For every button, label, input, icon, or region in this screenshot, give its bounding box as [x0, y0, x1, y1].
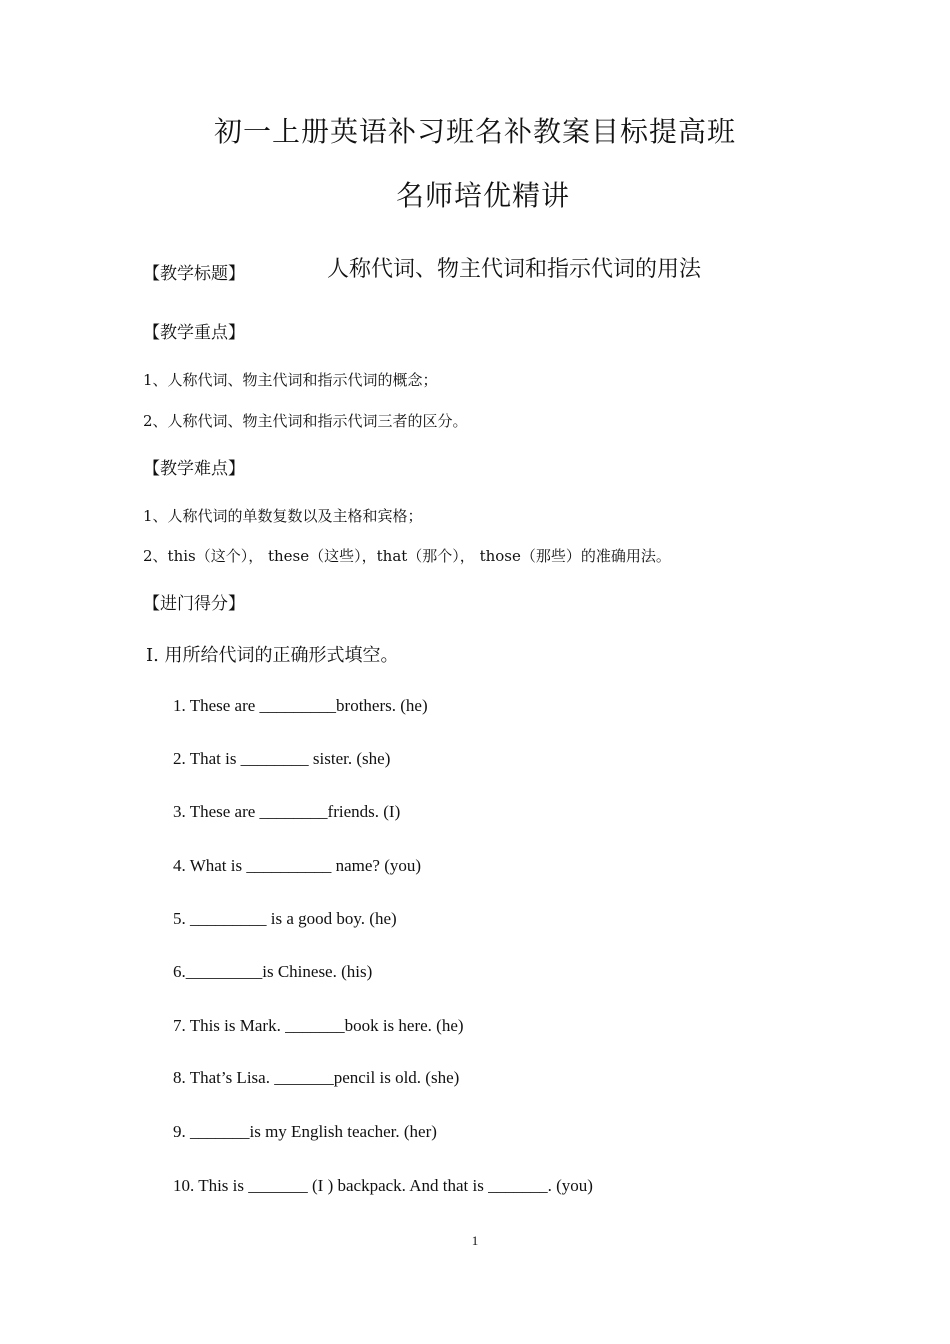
difficulties-heading: 【教学难点】 — [143, 459, 245, 479]
topic-value: 人称代词、物主代词和指示代词的用法 — [327, 257, 702, 282]
document-subtitle: 名师培优精讲 — [395, 179, 570, 212]
difficulty-item: 1、人称代词的单数复数以及主格和宾格； — [143, 507, 423, 525]
key-point-item: 1、人称代词、物主代词和指示代词的概念； — [143, 371, 438, 389]
exercise-question: 10. This is _______ (I ) backpack. And that is _______. (you) — [173, 1176, 593, 1195]
key-points-heading: 【教学重点】 — [143, 323, 245, 343]
exercise-question: 7. This is Mark. _______book is here. (he) — [173, 1016, 464, 1035]
entry-score-heading: 【进门得分】 — [143, 594, 245, 614]
exercise-question: 8. That’s Lisa. _______pencil is old. (she) — [173, 1068, 460, 1087]
exercise-question: 6._________is Chinese. (his) — [173, 962, 373, 981]
key-point-item: 2、人称代词、物主代词和指示代词三者的区分。 — [143, 412, 468, 430]
exercise-question: 9. _______is my English teacher. (her) — [173, 1122, 437, 1141]
exercise-question: 3. These are ________friends. (I) — [173, 802, 401, 821]
document-title: 初一上册英语补习班名补教案目标提高班 — [213, 115, 736, 148]
exercise-question: 1. These are _________brothers. (he) — [173, 696, 428, 715]
page-number: 1 — [471, 1233, 479, 1248]
topic-label: 【教学标题】 — [143, 264, 245, 284]
exercise-question: 5. _________ is a good boy. (he) — [173, 909, 397, 928]
exercise-heading: Ⅰ. 用所给代词的正确形式填空。 — [146, 645, 399, 666]
difficulty-item: 2、this（这个）， these（这些），that（那个）， those（那些）的准确用法。 — [143, 547, 671, 565]
exercise-question: 4. What is __________ name? (you) — [173, 856, 422, 875]
exercise-question: 2. That is ________ sister. (she) — [173, 749, 391, 768]
